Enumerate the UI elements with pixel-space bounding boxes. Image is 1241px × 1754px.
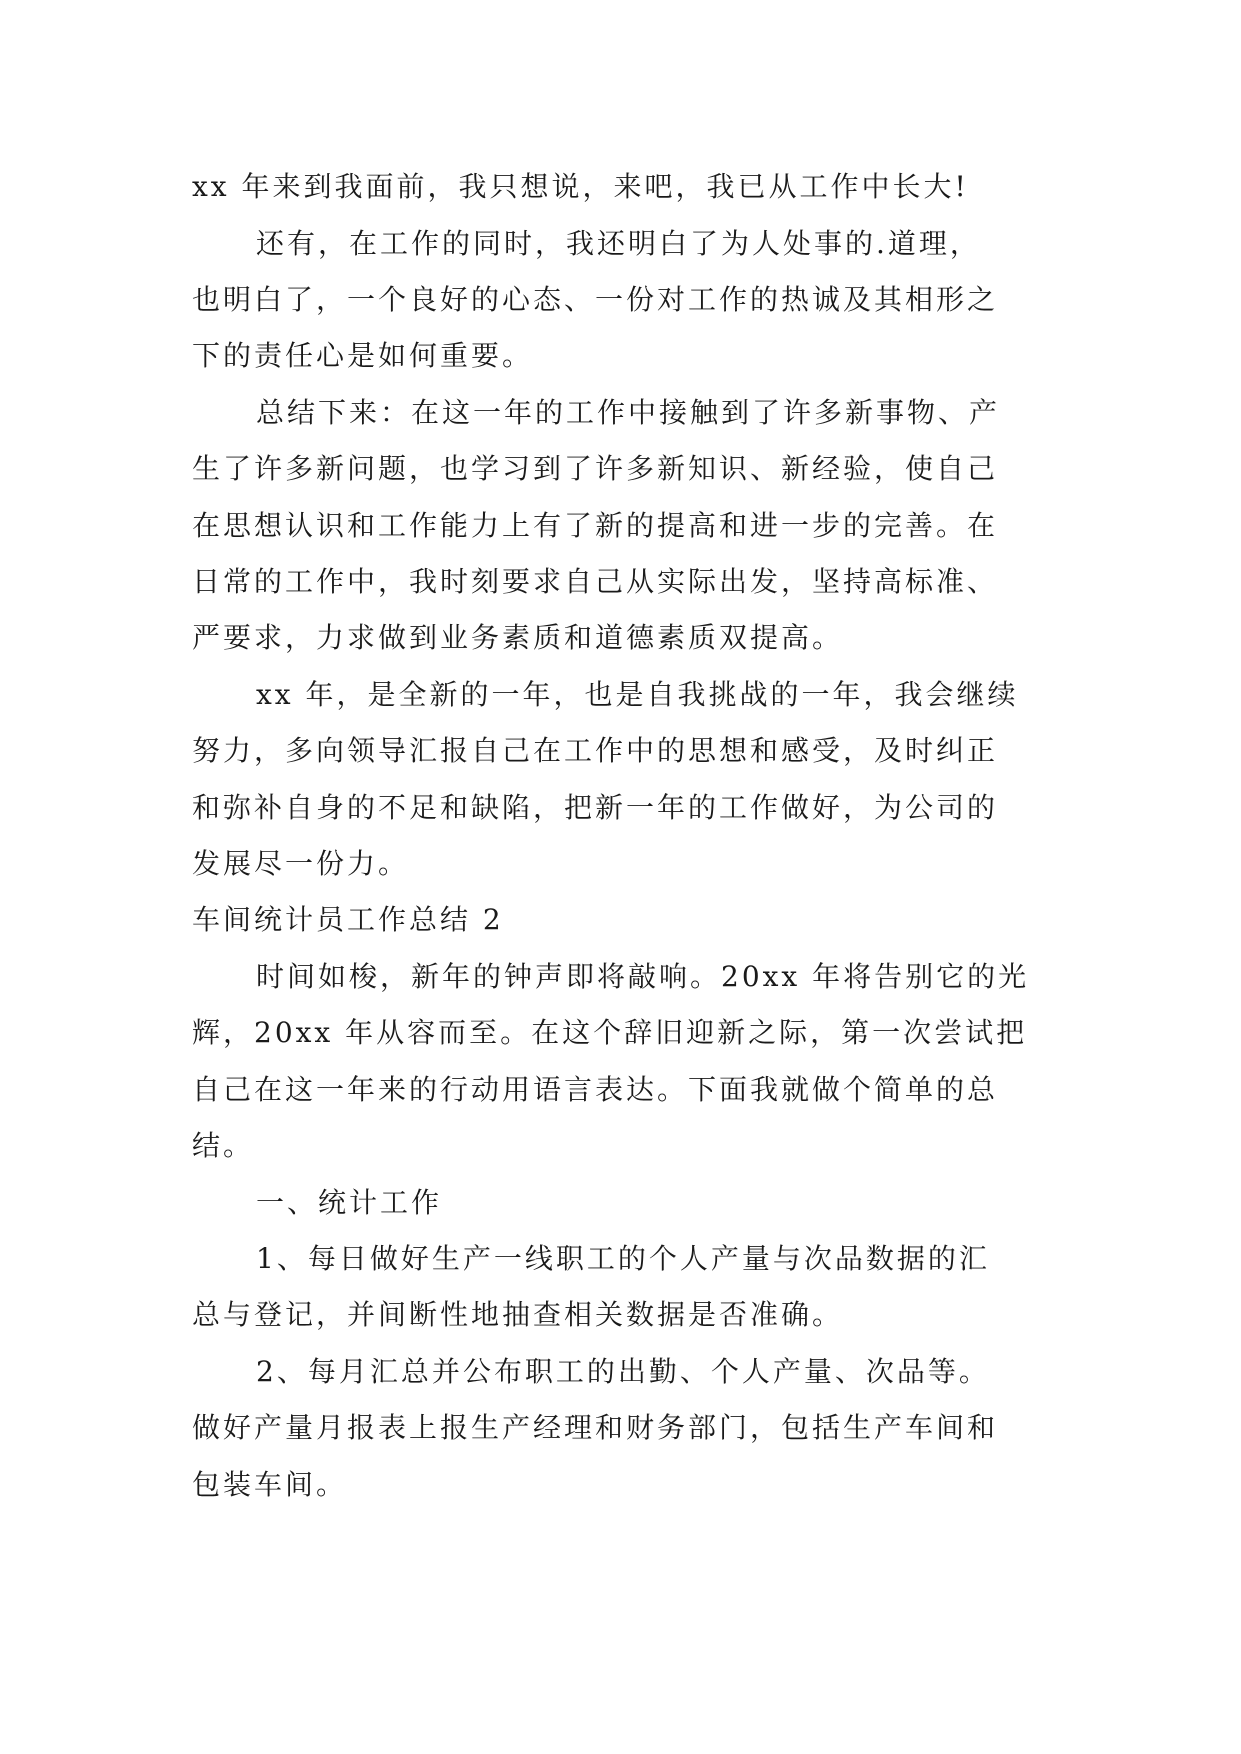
text-line: 包装车间。 [192, 1468, 348, 1501]
text-line: 辉，20xx 年从容而至。在这个辞旧迎新之际，第一次尝试把 [192, 1016, 1028, 1049]
text-line: 在思想认识和工作能力上有了新的提高和进一步的完善。在 [192, 509, 999, 542]
paragraph-first-line: 时间如梭，新年的钟声即将敲响。20xx 年将告别它的光 [256, 960, 1030, 993]
paragraph-first-line: 还有，在工作的同时，我还明白了为人处事的.道理， [256, 227, 981, 260]
paragraph-first-line: 总结下来：在这一年的工作中接触到了许多新事物、产 [256, 396, 1001, 429]
subheading: 一、统计工作 [256, 1186, 443, 1219]
section-heading: 车间统计员工作总结 2 [192, 903, 504, 936]
list-item: 1、每日做好生产一线职工的个人产量与次品数据的汇 [256, 1242, 990, 1275]
text-line: 也明白了，一个良好的心态、一份对工作的热诚及其相形之 [192, 283, 999, 316]
text-line: 总与登记，并间断性地抽查相关数据是否准确。 [192, 1298, 844, 1331]
text-line: 严要求，力求做到业务素质和道德素质双提高。 [192, 621, 844, 654]
text-line: 结。 [192, 1129, 255, 1162]
text-line: 日常的工作中，我时刻要求自己从实际出发，坚持高标准、 [192, 565, 999, 598]
list-item: 2、每月汇总并公布职工的出勤、个人产量、次品等。 [256, 1355, 990, 1388]
text-line: 和弥补自身的不足和缺陷，把新一年的工作做好，为公司的 [192, 791, 999, 824]
text-line: 下的责任心是如何重要。 [192, 339, 534, 372]
paragraph-first-line: xx 年，是全新的一年，也是自我挑战的一年，我会继续 [256, 678, 1019, 711]
text-line: 生了许多新问题，也学习到了许多新知识、新经验，使自己 [192, 452, 999, 485]
text-line: 发展尽一份力。 [192, 847, 410, 880]
text-line: 自己在这一年来的行动用语言表达。下面我就做个简单的总 [192, 1073, 999, 1106]
text-line: 做好产量月报表上报生产经理和财务部门，包括生产车间和 [192, 1411, 999, 1444]
text-line: xx 年来到我面前，我只想说，来吧，我已从工作中长大! [192, 170, 969, 203]
text-line: 努力，多向领导汇报自己在工作中的思想和感受，及时纠正 [192, 734, 999, 767]
